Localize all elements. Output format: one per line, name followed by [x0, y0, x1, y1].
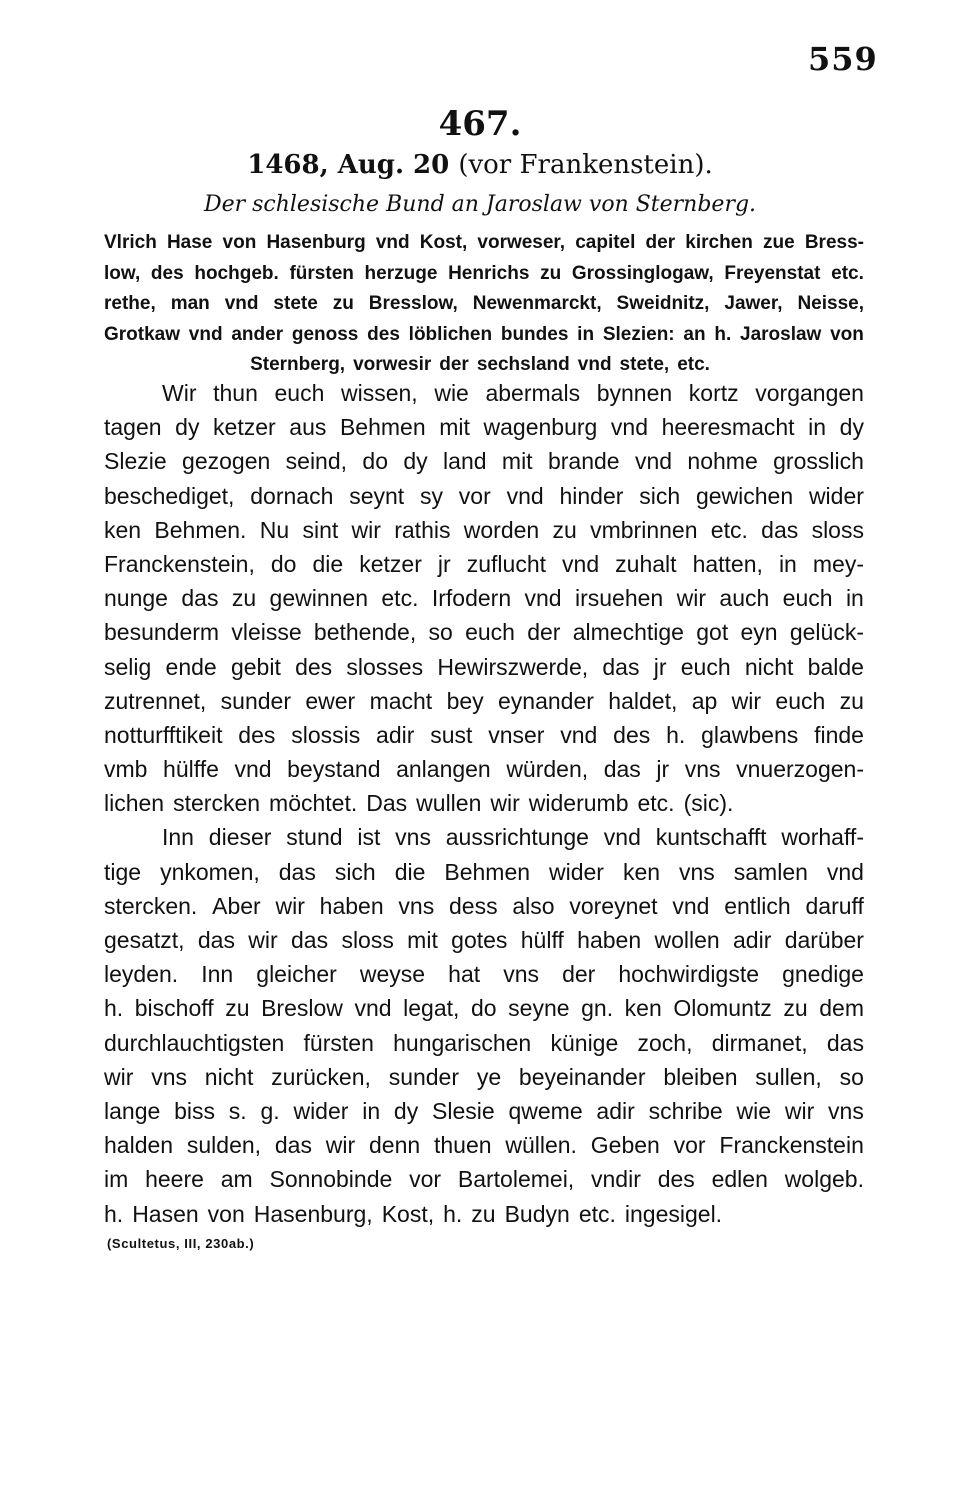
text-line: beschediget, dornach seynt sy vor vnd hinder sich gewichen wider — [104, 482, 864, 509]
text-line: tige ynkomen, das sich die Behmen wider ken vns samlen vnd — [104, 858, 864, 885]
text-line: notturfftikeit des slossis adir sust vnser vnd des h. glawbens finde — [104, 721, 864, 748]
text-line: wir vns nicht zurücken, sunder ye beyeinander bleiben sullen, so — [104, 1063, 864, 1090]
text-line: zutrennet, sunder ewer macht bey eynander haldet, ap wir euch zu — [104, 687, 864, 714]
text-line: ken Behmen. Nu sint wir rathis worden zu vmbrinnen etc. das sloss — [104, 516, 864, 543]
text-line: besunderm vleisse bethende, so euch der almechtige got eyn gelück- — [104, 619, 864, 646]
document-date: 1468, Aug. 20 — [247, 150, 450, 180]
text-line: Inn dieser stund ist vns aussrichtunge vnd kuntschafft worhaff- — [162, 824, 864, 851]
text-line: tagen dy ketzer aus Behmen mit wagenburg vnd heeresmacht in dy — [104, 414, 864, 441]
text-line: Franckenstein, do die ketzer jr zuflucht vnd zuhalt hatten, in mey- — [104, 550, 864, 577]
letter-body — [104, 376, 864, 1231]
text-line: leyden. Inn gleicher weyse hat vns der hochwirdigste gnedige — [104, 961, 864, 988]
text-line: durchlauchtigsten fürsten hungarischen künige zoch, dirmanet, das — [104, 1029, 864, 1056]
text-line: h. Hasen von Hasenburg, Kost, h. zu Budyn etc. ingesigel. — [104, 1200, 723, 1227]
text-line: halden sulden, das wir denn thuen wüllen. Geben vor Franckenstein — [104, 1132, 864, 1159]
date-line — [0, 150, 960, 180]
text-line: vmb hülffe vnd beystand anlangen würden, das jr vns vnuerzogen- — [104, 756, 864, 783]
text-line: nunge das zu gewinnen etc. Irfodern vnd irsuehen wir auch euch in — [104, 585, 864, 612]
text-line: Sternberg, vorwesir der sechsland vnd stete, etc. — [250, 354, 710, 375]
document-title: Der schlesische Bund an Jaroslaw von Sternberg. — [203, 192, 757, 217]
text-line: im heere am Sonnobinde vor Bartolemei, vndir des edlen wolgeb. — [104, 1166, 864, 1193]
text-line: stercken. Aber wir haben vns dess also voreynet vnd entlich daruff — [104, 892, 864, 919]
document-place: (vor Frankenstein). — [458, 150, 713, 180]
text-line: Wir thun euch wissen, wie abermals bynnen kortz vorgangen — [162, 380, 864, 406]
text-line: Grotkaw vnd ander genoss des löblichen bundes in Slezien: an h. Jaroslaw von — [104, 323, 864, 345]
text-line: lange biss s. g. wider in dy Slesie qweme adir schribe wie wir vns — [104, 1097, 864, 1124]
text-line: selig ende gebit des slosses Hewirszwerde, das jr euch nicht balde — [104, 653, 864, 680]
text-line: lichen stercken möchtet. Das wullen wir widerumb etc. (sic). — [104, 790, 734, 817]
text-line: low, des hochgeb. fürsten herzuge Henrichs zu Grossinglogaw, Freyenstat etc. — [104, 262, 864, 284]
document-number: 467. — [438, 104, 522, 144]
text-line: h. bischoff zu Breslow vnd legat, do seyne gn. ken Olomuntz zu dem — [104, 995, 864, 1022]
text-line: Vlrich Hase von Hasenburg vnd Kost, vorweser, capitel der kirchen zue Bress- — [104, 232, 864, 253]
source-citation: (Scultetus, III, 230ab.) — [107, 1236, 255, 1251]
page-number: 559 — [808, 40, 878, 78]
text-line: Slezie gezogen seind, do dy land mit brande vnd nohme grosslich — [104, 448, 864, 475]
text-line: rethe, man vnd stete zu Bresslow, Newenmarckt, Sweidnitz, Jawer, Neisse, — [104, 293, 864, 314]
text-line: gesatzt, das wir das sloss mit gotes hülff haben wollen adir darüber — [104, 927, 864, 953]
address-header — [104, 228, 864, 381]
